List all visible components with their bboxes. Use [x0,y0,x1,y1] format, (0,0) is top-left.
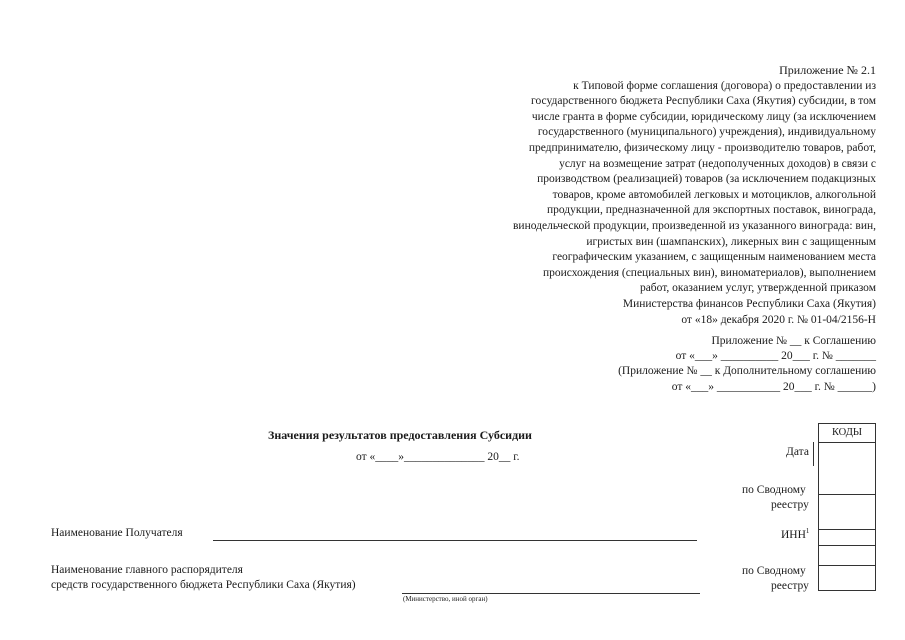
header-line: винодельческой продукции, произведенной из указанного винограда: вин, [512,219,876,232]
header-line: происхождения (специальных вин), виноматериалов), выполнением [542,266,876,279]
agreement-line: от «___» ___________ 20___ г. № ______) [671,380,876,393]
recipient-label: Наименование Получателя [51,527,183,539]
codes-header: КОДЫ [819,424,875,443]
agreement-reference [618,334,876,395]
date-label: Дата [786,446,809,458]
appendix-header [436,63,876,328]
header-line: к Типовой форме соглашения (договора) о предоставлении из [573,79,876,92]
codes-table [818,423,876,591]
registry-label-2a: по Сводному [742,565,806,577]
header-line: Министерства финансов Республики Саха (Якутия) [622,297,876,310]
code-cell-inn-extra[interactable] [819,546,875,566]
recipient-field[interactable] [213,540,697,541]
header-line: числе гранта в форме субсидии, юридическому лицу (за исключением [531,110,876,123]
header-line: от «18» декабря 2020 г. № 01-04/2156-Н [681,313,876,326]
header-line: работ, оказанием услуг, утвержденной приказом [639,282,876,295]
distributor-label-2: средств государственного бюджета Республики Саха (Якутия) [51,579,356,591]
registry-label-1a: по Сводному [742,484,806,496]
form-date-line: от «____»______________ 20__ г. [356,451,520,463]
registry-label-1b: реестру [771,499,809,511]
agreement-line: Приложение № __ к Соглашению [711,335,876,347]
code-cell-inn[interactable] [819,530,875,546]
inn-label [781,527,809,541]
agreement-line: (Приложение № __ к Дополнительному соглашению [618,365,876,378]
code-cell-registry-2[interactable] [819,566,875,591]
appendix-title: Приложение № 2.1 [779,63,876,77]
header-line: государственного (муниципального) учреждения), индивидуальному [537,126,876,139]
header-line: игристых вин (шампанских), ликерных вин с защищенным [586,235,876,248]
registry-label-2b: реестру [771,580,809,592]
inn-footnote-mark: 1 [805,527,810,535]
code-cell-registry-1[interactable] [819,495,875,530]
header-line: государственного бюджета Республики Саха (Якутия) субсидии, в том [531,95,876,108]
distributor-label-1: Наименование главного распорядителя [51,564,243,576]
form-title: Значения результатов предоставления Субсидии [268,428,532,442]
header-line: производством (реализацией) товаров (за исключением подакцизных [537,173,876,186]
distributor-field[interactable] [402,593,700,594]
distributor-note: (Министерство, иной орган) [403,595,488,603]
header-line: предпринимателю, физическому лицу - производителю товаров, работ, [528,141,876,154]
header-line: услуг на возмещение затрат (недополученных доходов) в связи с [559,157,876,170]
agreement-line: от «___» __________ 20___ г. № _______ [675,350,876,363]
header-line: географическим указанием, с защищенным наименованием места [552,251,876,264]
inn-text: ИНН [781,528,806,541]
header-line: товаров, кроме автомобилей легковых и мотоциклов, алкогольной [552,188,876,201]
header-line: продукции, предназначенной для экспортных поставок, винограда, [546,204,876,217]
code-cell-date[interactable] [819,443,875,495]
